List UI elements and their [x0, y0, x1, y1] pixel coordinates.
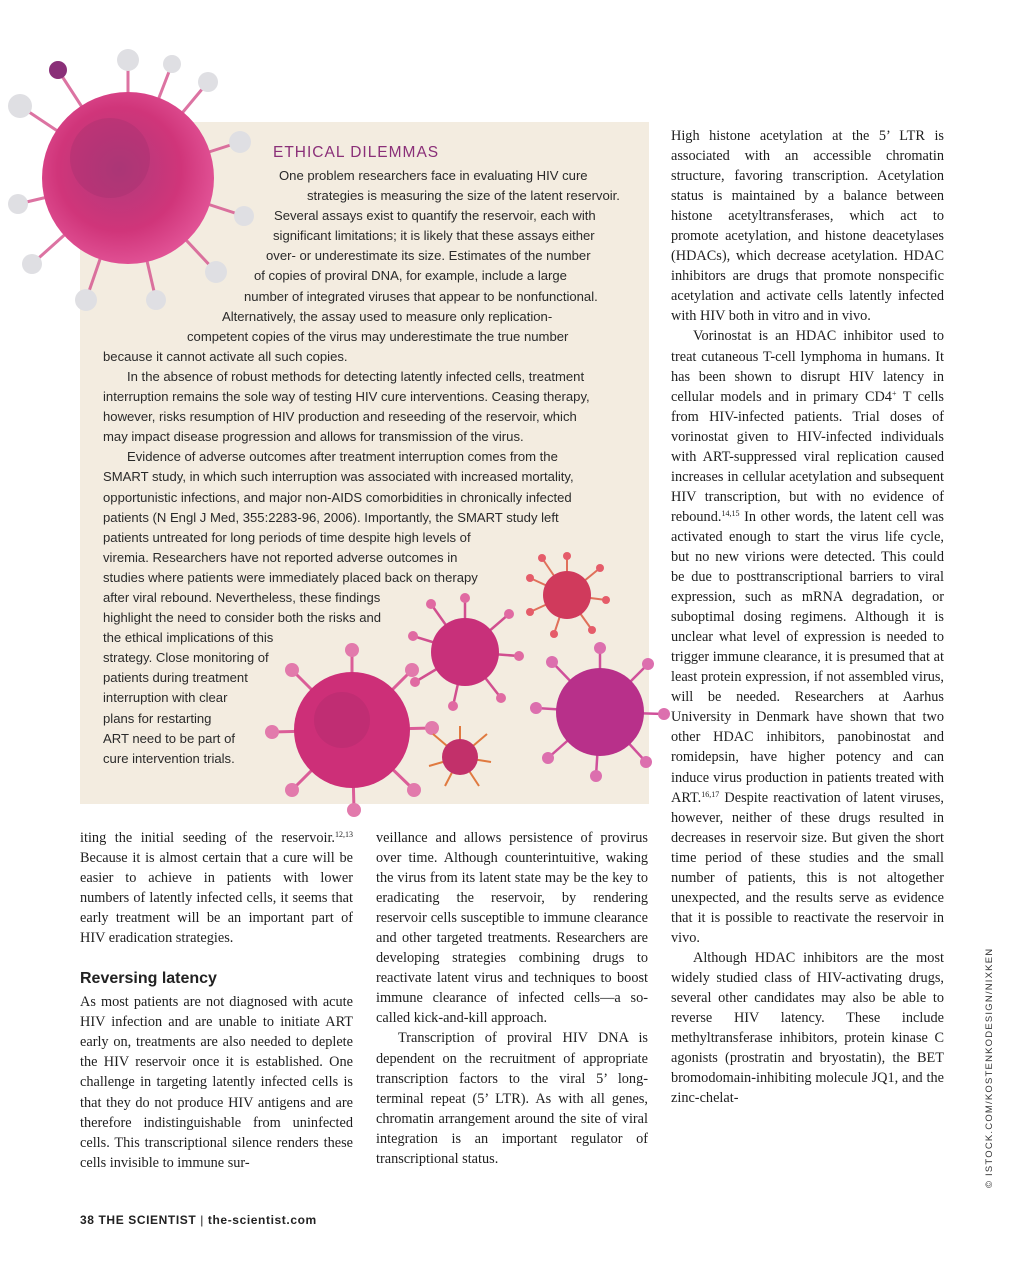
sidebar-line: patients during treatment	[103, 670, 248, 686]
paragraph: veillance and allows persistence of provirus over time. Although counterintuitive, waking the virus from its latent state may be the key to eradicating the reservoir, by rendering reservoir cells susceptible to immune clearance and other targeted treatments. Researchers are developing strategies combining drugs to reactivate latent virus and techniques to boost immune clearance of infected cells—a so-called kick-and-kill approach.	[376, 830, 648, 1027]
superscript: +	[891, 388, 897, 398]
text-span: T cells from HIV-infected patients. Trial doses of vorinostat given to HIV-infected individuals with ART-suppressed viral replication caused increases in cellular acetylation and subsequent HIV transcription, but with no evidence of rebound.	[671, 388, 944, 525]
paragraph: Although HDAC inhibitors are the most widely studied class of HIV-activating drugs, several other candidates may also be able to reverse HIV latency. These include methyltransferase inhibitors, protein kinase C agonists (prostratin and bryostatin), the BET bromodomain-inhibiting molecule JQ1, and the zinc-chelat-	[671, 949, 944, 1107]
sidebar-line: viremia. Researchers have not reported adverse outcomes in	[103, 549, 458, 565]
image-credit: © ISTOCK.COM/KOSTENKODESIGN/NIXKEN	[984, 947, 995, 1188]
citation-superscript: 14,15	[721, 508, 740, 518]
text-span: Vorinostat is an HDAC inhibitor used to treat cutaneous T-cell lymphoma in humans. It has been shown to disrupt HIV latency in cellular models and in primary CD4	[671, 328, 944, 405]
sidebar-line: Evidence of adverse outcomes after treatment interruption comes from the	[127, 449, 558, 465]
sidebar-line: In the absence of robust methods for detecting latently infected cells, treatment	[127, 368, 585, 384]
sidebar-line: patients (N Engl J Med, 355:2283-96, 2006). Importantly, the SMART study left	[103, 509, 559, 525]
paragraph: As most patients are not diagnosed with acute HIV infection and are unable to initiate ART early on, treatments are also needed to deplete the HIV reservoir once it is established. One challenge in targeting latently infected cells is that they do not produce HIV antigens and are therefore indistinguishable from uninfected cells. This transcriptional silence renders these cells invisible to immune sur-	[80, 994, 353, 1171]
sidebar-line: SMART study, in which such interruption was associated with increased mortality,	[103, 469, 574, 485]
sidebar-line: cure intervention trials.	[103, 750, 235, 766]
page-footer	[80, 1213, 317, 1227]
sidebar-line: studies where patients were immediately placed back on therapy	[103, 569, 478, 585]
sidebar-title: ETHICAL DILEMMAS	[273, 144, 440, 161]
magazine-name: THE SCIENTIST	[98, 1213, 197, 1227]
sidebar-line: however, risks resumption of HIV production and reseeding of the reservoir, which	[103, 409, 577, 425]
sidebar-line: opportunistic infections, and major non-AIDS comorbidities in chronically infected	[103, 489, 572, 505]
paragraph: High histone acetylation at the 5’ LTR is associated with an accessible chromatin structure, favoring transcription. Acetylation status is maintained by a balance between histone acetyltransferases, which act to promote acetylation, and histone deacetylases (HDACs), which decrease acetylation. HDAC inhibitors are drugs that promote nonspecific acetylation and activate cells latently infected with HIV both in vitro and in vivo.	[671, 128, 944, 325]
site-link[interactable]: the-scientist.com	[207, 1213, 317, 1227]
sidebar-line: plans for restarting	[103, 710, 212, 726]
text-span: In other words, the latent cell was activated enough to start the virus life cycle, but no new virions were detected. This could be due to posttranscriptional barriers to viral expression, such as mRNA degradation, or suboptimal dosing regimens. Although it is unclear what level of expression is needed to trigger immune clearance, it is presumed that at least protein expression, if not assembled virus, will be needed. Researchers at Aarhus University in Denmark have shown that two other HDAC inhibitors, panobinostat and romidepsin, have higher potency and can induce virus production in patients treated with ART.	[671, 508, 944, 806]
article-column-2	[376, 828, 648, 1169]
sidebar-line: may impact disease progression and allows for transmission of the virus.	[103, 429, 524, 445]
sidebar-line: after viral rebound. Nevertheless, these findings	[103, 589, 381, 605]
page-number: 38	[80, 1213, 95, 1227]
sidebar-line: competent copies of the virus may underestimate the true number	[187, 328, 569, 344]
sidebar-line: the ethical implications of this	[103, 630, 274, 646]
sidebar-line: over- or underestimate its size. Estimates of the number	[266, 248, 591, 264]
article-column-3	[671, 126, 944, 1108]
sidebar-line: Several assays exist to quantify the reservoir, each with	[274, 208, 596, 224]
sidebar-line: strategy. Close monitoring of	[103, 650, 269, 666]
section-heading: Reversing latency	[80, 970, 217, 988]
text-span: Because it is almost certain that a cure will be easier to achieve in patients with lower numbers of latently infected cells, it seems that early treatment will be an important part of HIV eradication strategies.	[80, 850, 353, 947]
sidebar-line: because it cannot activate all such copies.	[103, 348, 348, 364]
citation-superscript: 16,17	[701, 789, 720, 799]
sidebar-line: significant limitations; it is likely that these assays either	[273, 228, 595, 244]
sidebar-line: of copies of proviral DNA, for example, include a large	[254, 268, 567, 284]
article-column-1	[80, 828, 353, 1173]
paragraph: Transcription of proviral HIV DNA is dependent on the recruitment of appropriate transcription factors to the viral 5’ long-terminal repeat (5’ LTR). As with all genes, chromatin arrangement around the site of viral integration is an important regulator of transcriptional status.	[376, 1030, 648, 1167]
text-span: iting the initial seeding of the reservoir.	[80, 830, 335, 846]
text-span: Despite reactivation of latent viruses, however, neither of these drugs resulted in decreases in reservoir size. But given the short time period of these studies and the small number of patients, this is not altogether unexpected, and the results serve as evidence that it is possible to reactivate the reservoir in vivo.	[671, 789, 944, 946]
sidebar-line: interruption with clear	[103, 690, 228, 706]
sidebar-line: One problem researchers face in evaluating HIV cure	[279, 168, 588, 183]
sidebar-line: strategies is measuring the size of the latent reservoir.	[307, 188, 620, 204]
sidebar-line: Alternatively, the assay used to measure only replication-	[222, 308, 553, 324]
sidebar-line: ART need to be part of	[103, 730, 235, 746]
citation-superscript: 12,13	[335, 830, 353, 839]
paragraph	[671, 326, 944, 947]
sidebar-line: interruption remains the sole way of testing HIV cure interventions. Ceasing therapy,	[103, 389, 590, 405]
paragraph	[80, 828, 353, 948]
sidebar-body	[103, 166, 623, 769]
sidebar-line: highlight the need to consider both the risks and	[103, 610, 382, 626]
footer-separator: |	[200, 1213, 204, 1227]
sidebar-line: number of integrated viruses that appear to be nonfunctional.	[244, 288, 598, 304]
sidebar-line: patients untreated for long periods of time despite high levels of	[103, 529, 471, 545]
